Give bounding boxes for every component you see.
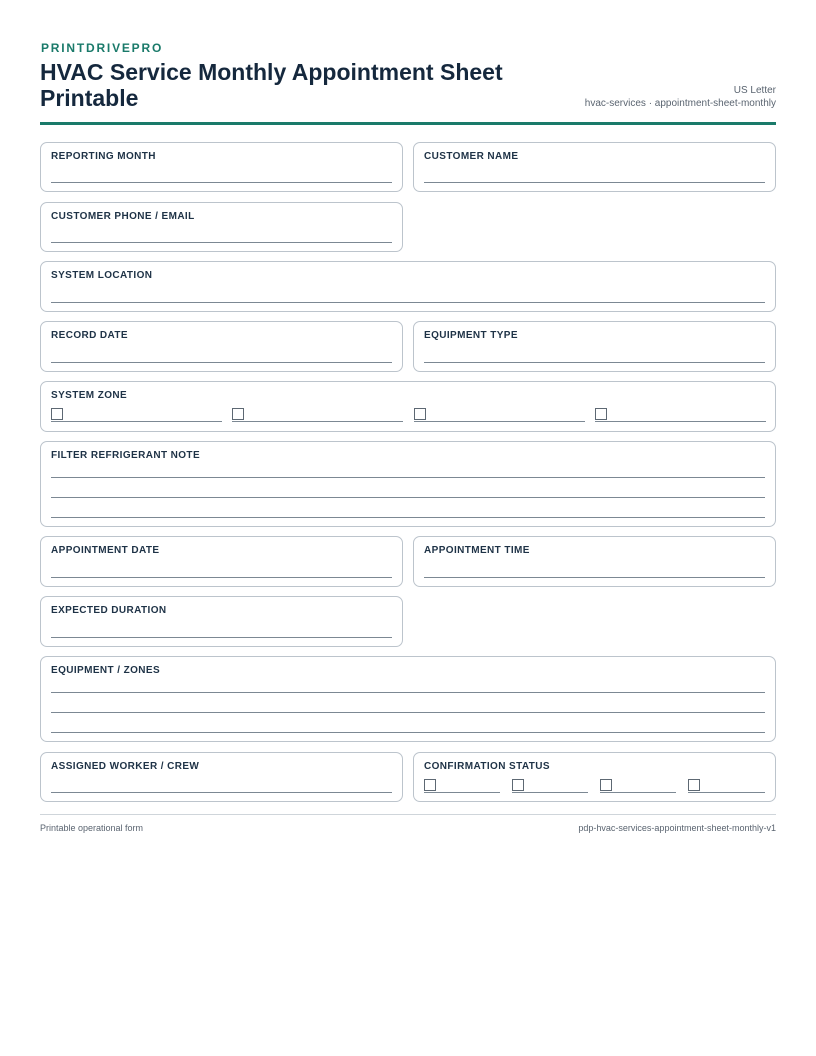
confirmation-option-4[interactable] <box>688 779 765 793</box>
system-zone-option-2[interactable] <box>232 408 403 422</box>
system-zone-field <box>40 381 776 432</box>
expected-duration-input-line[interactable] <box>51 637 392 638</box>
assigned-worker-label: ASSIGNED WORKER / CREW <box>51 761 200 772</box>
system-location-input-line[interactable] <box>51 302 765 303</box>
confirmation-option-1[interactable] <box>424 779 500 793</box>
option-write-line <box>595 421 766 422</box>
checkbox-icon[interactable] <box>688 779 700 791</box>
page-title: HVAC Service Monthly Appointment Sheet Printable <box>40 59 503 111</box>
option-write-line <box>51 421 222 422</box>
footer-note: Printable operational form <box>40 823 144 833</box>
equipment-type-label: EQUIPMENT TYPE <box>424 330 518 341</box>
equipment-zones-line-1[interactable] <box>51 692 765 693</box>
option-write-line <box>414 421 585 422</box>
customer-name-label: CUSTOMER NAME <box>424 151 519 162</box>
option-write-line <box>512 792 588 793</box>
filter-note-line-1[interactable] <box>51 477 765 478</box>
form-page <box>40 40 776 833</box>
checkbox-icon[interactable] <box>600 779 612 791</box>
checkbox-icon[interactable] <box>51 408 63 420</box>
system-location-field <box>40 261 776 312</box>
reporting-month-input-line[interactable] <box>51 182 392 183</box>
appointment-time-field <box>413 536 776 587</box>
customer-contact-label: CUSTOMER PHONE / EMAIL <box>51 211 195 222</box>
header-rule <box>40 122 776 125</box>
confirmation-status-field <box>413 752 776 802</box>
filter-note-line-3[interactable] <box>51 517 765 518</box>
form-id: pdp-hvac-services-appointment-sheet-monthly-v1 <box>578 823 776 833</box>
equipment-type-field <box>413 321 776 372</box>
equipment-zones-line-2[interactable] <box>51 712 765 713</box>
reporting-month-field <box>40 142 403 192</box>
confirmation-status-label: CONFIRMATION STATUS <box>424 761 550 772</box>
form-meta <box>585 84 776 110</box>
system-zone-option-3[interactable] <box>414 408 585 422</box>
option-write-line <box>232 421 403 422</box>
equipment-zones-label: EQUIPMENT / ZONES <box>51 665 161 676</box>
filter-note-field <box>40 441 776 527</box>
equipment-type-input-line[interactable] <box>424 362 765 363</box>
customer-name-input-line[interactable] <box>424 182 765 183</box>
customer-contact-field <box>40 202 403 252</box>
paper-size: US Letter <box>733 85 776 96</box>
form-header <box>40 40 776 126</box>
filter-note-line-2[interactable] <box>51 497 765 498</box>
system-zone-label: SYSTEM ZONE <box>51 390 128 401</box>
filter-note-label: FILTER REFRIGERANT NOTE <box>51 450 201 461</box>
assigned-worker-input-line[interactable] <box>51 792 392 793</box>
expected-duration-field <box>40 596 403 647</box>
option-write-line <box>600 792 676 793</box>
customer-name-field <box>413 142 776 192</box>
appointment-date-input-line[interactable] <box>51 577 392 578</box>
confirmation-option-3[interactable] <box>600 779 676 793</box>
reporting-month-label: REPORTING MONTH <box>51 151 156 162</box>
customer-contact-input-line[interactable] <box>51 242 392 243</box>
checkbox-icon[interactable] <box>232 408 244 420</box>
assigned-worker-field <box>40 752 403 802</box>
system-location-label: SYSTEM LOCATION <box>51 270 153 281</box>
appointment-date-label: APPOINTMENT DATE <box>51 545 160 556</box>
checkbox-icon[interactable] <box>595 408 607 420</box>
equipment-zones-field <box>40 656 776 742</box>
checkbox-icon[interactable] <box>414 408 426 420</box>
option-write-line <box>424 792 500 793</box>
system-zone-option-4[interactable] <box>595 408 766 422</box>
form-slug: hvac-services · appointment-sheet-monthly <box>584 98 776 109</box>
checkbox-icon[interactable] <box>512 779 524 791</box>
equipment-zones-line-3[interactable] <box>51 732 765 733</box>
appointment-date-field <box>40 536 403 587</box>
system-zone-option-1[interactable] <box>51 408 222 422</box>
footer-rule <box>40 814 776 815</box>
checkbox-icon[interactable] <box>424 779 436 791</box>
appointment-time-input-line[interactable] <box>424 577 765 578</box>
appointment-time-label: APPOINTMENT TIME <box>424 545 530 556</box>
record-date-field <box>40 321 403 372</box>
record-date-input-line[interactable] <box>51 362 392 363</box>
expected-duration-label: EXPECTED DURATION <box>51 605 167 616</box>
brand-name: PRINTDRIVEPRO <box>41 41 164 55</box>
confirmation-option-2[interactable] <box>512 779 588 793</box>
record-date-label: RECORD DATE <box>51 330 128 341</box>
option-write-line <box>688 792 765 793</box>
